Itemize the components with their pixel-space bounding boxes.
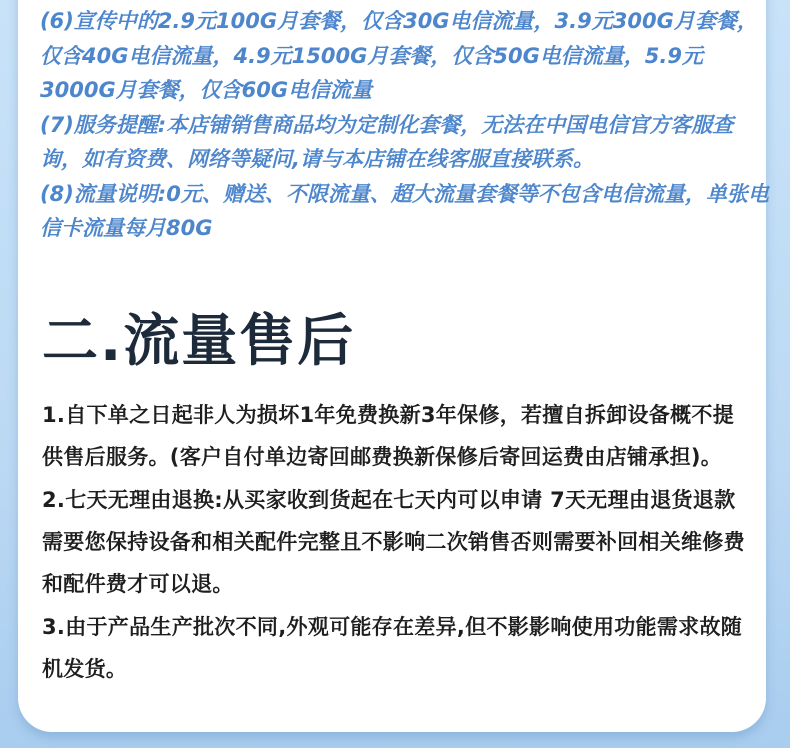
note-item-8: (8)流量说明:0元、赠送、不限流量、超大流量套餐等不包含电信流量，单张电信卡流量每月80G [40,181,769,240]
notes-list [40,4,770,246]
after-sales-item-2: 2.七天无理由退换:从买家收到货起在七天内可以申请 7天无理由退货退款需要您保持设备和相关配件完整且不影响二次销售否则需要补回相关维修费和配件费才可以退。 [42,488,745,596]
note-item-6: (6)宣传中的2.9元100G月套餐，仅含30G电信流量，3.9元300G月套餐，仅含40G电信流量，4.9元1500G月套餐，仅含50G电信流量，5.9元3000G月套餐，仅含60G电信流量 [40,9,758,102]
note-item-7: (7)服务提醒:本店铺销售商品均为定制化套餐，无法在中国电信官方客服查询，如有资费、网络等疑问,请与本店铺在线客服直接联系。 [40,112,734,171]
after-sales-list [42,394,754,691]
after-sales-item-3: 3.由于产品生产批次不同,外观可能存在差异,但不影影响使用功能需求故随机发货。 [42,615,743,681]
after-sales-item-1: 1.自下单之日起非人为损坏1年免费换新3年保修，若擅自拆卸设备概不提供售后服务。(客户自付单边寄回邮费换新保修后寄回运费由店铺承担)。 [42,403,735,469]
section-title: 二.流量售后 [42,309,356,374]
